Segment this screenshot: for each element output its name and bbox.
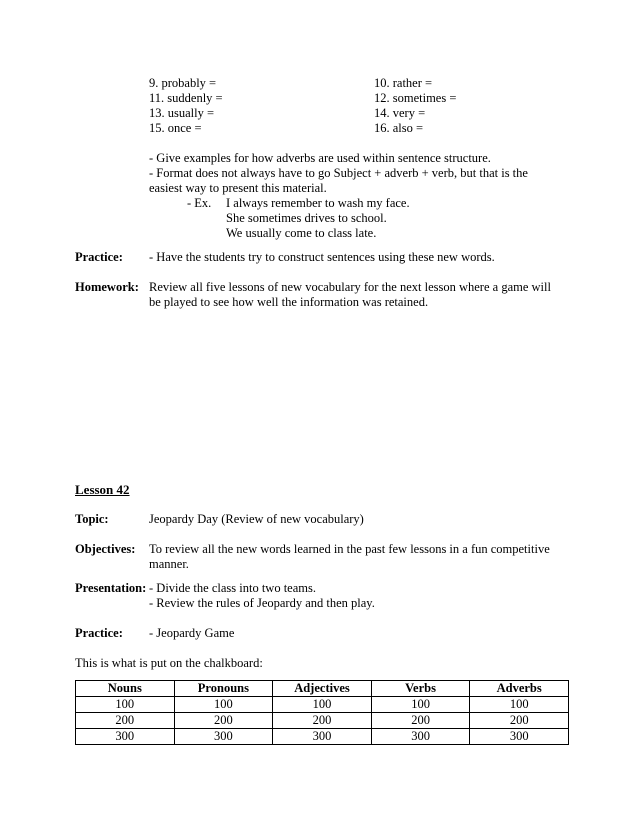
- chalkboard-intro: This is what is put on the chalkboard:: [75, 656, 263, 670]
- vocab-item: 14. very =: [374, 106, 426, 120]
- table-cell: 300: [470, 729, 569, 745]
- table-cell: 200: [174, 713, 273, 729]
- column-header: Pronouns: [174, 681, 273, 697]
- table-row: [76, 729, 569, 745]
- vocab-item: 11. suddenly =: [149, 91, 223, 105]
- practice-text: - Have the students try to construct sentences using these new words.: [149, 250, 495, 264]
- objectives-text: To review all the new words learned in the past few lessons in a fun competitive: [149, 542, 550, 556]
- table-cell: 300: [371, 729, 470, 745]
- column-header: Nouns: [76, 681, 175, 697]
- table-cell: 100: [371, 697, 470, 713]
- vocab-item: 13. usually =: [149, 106, 215, 120]
- topic-label: Topic:: [75, 512, 109, 526]
- example-sentence: I always remember to wash my face.: [226, 196, 410, 210]
- table-cell: 100: [273, 697, 372, 713]
- vocab-item: 16. also =: [374, 121, 424, 135]
- practice-label: Practice:: [75, 626, 123, 640]
- example-prefix: - Ex.: [187, 196, 212, 210]
- presentation-text: - Divide the class into two teams.: [149, 581, 316, 595]
- homework-text: be played to see how well the information was retained.: [149, 295, 429, 309]
- column-header: Adverbs: [470, 681, 569, 697]
- table-row: [76, 713, 569, 729]
- vocab-item: 10. rather =: [374, 76, 433, 90]
- note-line: - Give examples for how adverbs are used within sentence structure.: [149, 151, 491, 165]
- table-cell: 200: [76, 713, 175, 729]
- table-cell: 200: [470, 713, 569, 729]
- table-cell: 300: [273, 729, 372, 745]
- table-cell: 300: [76, 729, 175, 745]
- practice-label: Practice:: [75, 250, 123, 264]
- presentation-label: Presentation:: [75, 581, 147, 595]
- objectives-label: Objectives:: [75, 542, 136, 556]
- table-cell: 200: [371, 713, 470, 729]
- table-cell: 100: [174, 697, 273, 713]
- vocab-item: 9. probably =: [149, 76, 217, 90]
- table-cell: 100: [76, 697, 175, 713]
- column-header: Verbs: [371, 681, 470, 697]
- vocab-item: 12. sometimes =: [374, 91, 457, 105]
- homework-text: Review all five lessons of new vocabulary for the next lesson where a game will: [149, 280, 551, 294]
- example-sentence: We usually come to class late.: [226, 226, 377, 240]
- lesson-title: Lesson 42: [75, 482, 130, 497]
- presentation-text: - Review the rules of Jeopardy and then play.: [149, 596, 375, 610]
- table-cell: 300: [174, 729, 273, 745]
- example-sentence: She sometimes drives to school.: [226, 211, 387, 225]
- vocab-item: 15. once =: [149, 121, 202, 135]
- objectives-text: manner.: [149, 557, 189, 571]
- table-cell: 200: [273, 713, 372, 729]
- homework-label: Homework:: [75, 280, 139, 294]
- table-row: [76, 697, 569, 713]
- note-line: - Format does not always have to go Subject + adverb + verb, but that is the: [149, 166, 528, 180]
- topic-text: Jeopardy Day (Review of new vocabulary): [149, 512, 364, 526]
- note-line: easiest way to present this material.: [149, 181, 327, 195]
- jeopardy-table: [75, 680, 569, 745]
- practice-text: - Jeopardy Game: [149, 626, 235, 640]
- table-header-row: [76, 681, 569, 697]
- column-header: Adjectives: [273, 681, 372, 697]
- table-cell: 100: [470, 697, 569, 713]
